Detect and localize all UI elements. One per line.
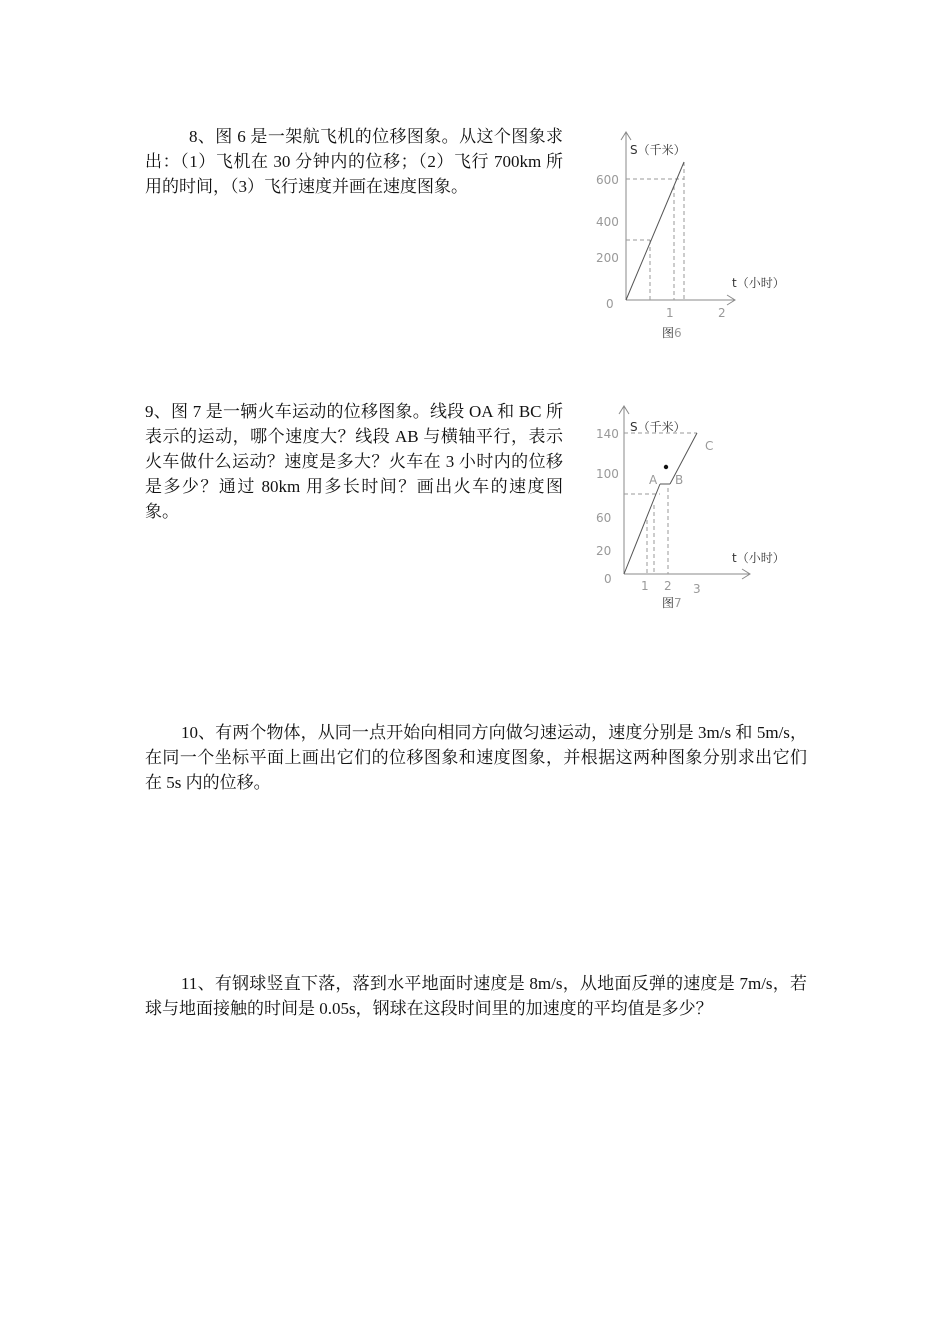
fig7-y-tick-60: 60 <box>596 511 612 525</box>
figure-6 <box>590 128 790 343</box>
fig6-x-tick-2: 2 <box>718 306 726 320</box>
fig6-origin: 0 <box>606 297 614 311</box>
fig7-point-C: C <box>705 439 714 453</box>
fig7-y-tick-140: 140 <box>596 427 619 441</box>
fig6-displacement-line <box>626 162 684 300</box>
fig6-caption <box>662 326 682 340</box>
fig6-caption-number: 6 <box>674 326 682 340</box>
fig7-caption-prefix: 图 <box>662 596 675 610</box>
fig6-x-tick-1: 1 <box>666 306 674 320</box>
fig7-y-tick-20: 20 <box>596 544 612 558</box>
fig6-caption-prefix: 图 <box>662 326 675 340</box>
fig6-axes <box>621 132 735 305</box>
fig7-caption <box>662 596 682 610</box>
question-10: 10、有两个物体，从同一点开始向相同方向做匀速运动，速度分别是 3m/s 和 5m/s，在同一个坐标平面上画出它们的位移图象和速度图象，并根据这两种图象分别求出它们在 5s 内的位移。 <box>145 723 807 792</box>
fig6-y-axis-label: S（千米） <box>630 143 686 157</box>
fig7-x-axis-label: t（小时） <box>732 551 785 565</box>
figure-7 <box>592 402 802 612</box>
fig7-origin: 0 <box>604 572 612 586</box>
fig6-y-tick-200: 200 <box>596 251 619 265</box>
fig7-caption-number: 7 <box>674 596 682 610</box>
question-11: 11、有钢球竖直下落，落到水平地面时速度是 8m/s，从地面反弹的速度是 7m/s，若球与地面接触的时间是 0.05s，钢球在这段时间里的加速度的平均值是多少？ <box>145 974 807 1018</box>
fig7-y-tick-100: 100 <box>596 467 619 481</box>
question-8: 8、图 6 是一架航飞机的位移图象。从这个图象求出：（1）飞机在 30 分钟内的位移；（2）飞行 700km 所用的时间，（3）飞行速度并画在速度图象。 <box>145 127 563 196</box>
fig7-x-tick-1: 1 <box>641 579 649 593</box>
fig7-point-A: A <box>649 473 658 487</box>
fig7-point-B: B <box>675 473 684 487</box>
fig6-x-axis-label: t（小时） <box>732 276 785 290</box>
fig7-y-axis-label: S（千米） <box>630 420 686 434</box>
question-9: 9、图 7 是一辆火车运动的位移图象。线段 OA 和 BC 所表示的运动，哪个速度大？线段 AB 与横轴平行，表示火车做什么运动？速度是多大？火车在 3 小时内的位移是多少？通过 80km 用多长时间？画出火车的速度图象。 <box>145 402 563 521</box>
fig7-x-tick-3: 3 <box>693 582 701 596</box>
fig6-y-tick-400: 400 <box>596 215 619 229</box>
fig6-y-tick-600: 600 <box>596 173 619 187</box>
fig7-dot <box>664 465 668 469</box>
fig7-segment-OA <box>624 484 660 574</box>
fig7-x-tick-2: 2 <box>664 579 672 593</box>
